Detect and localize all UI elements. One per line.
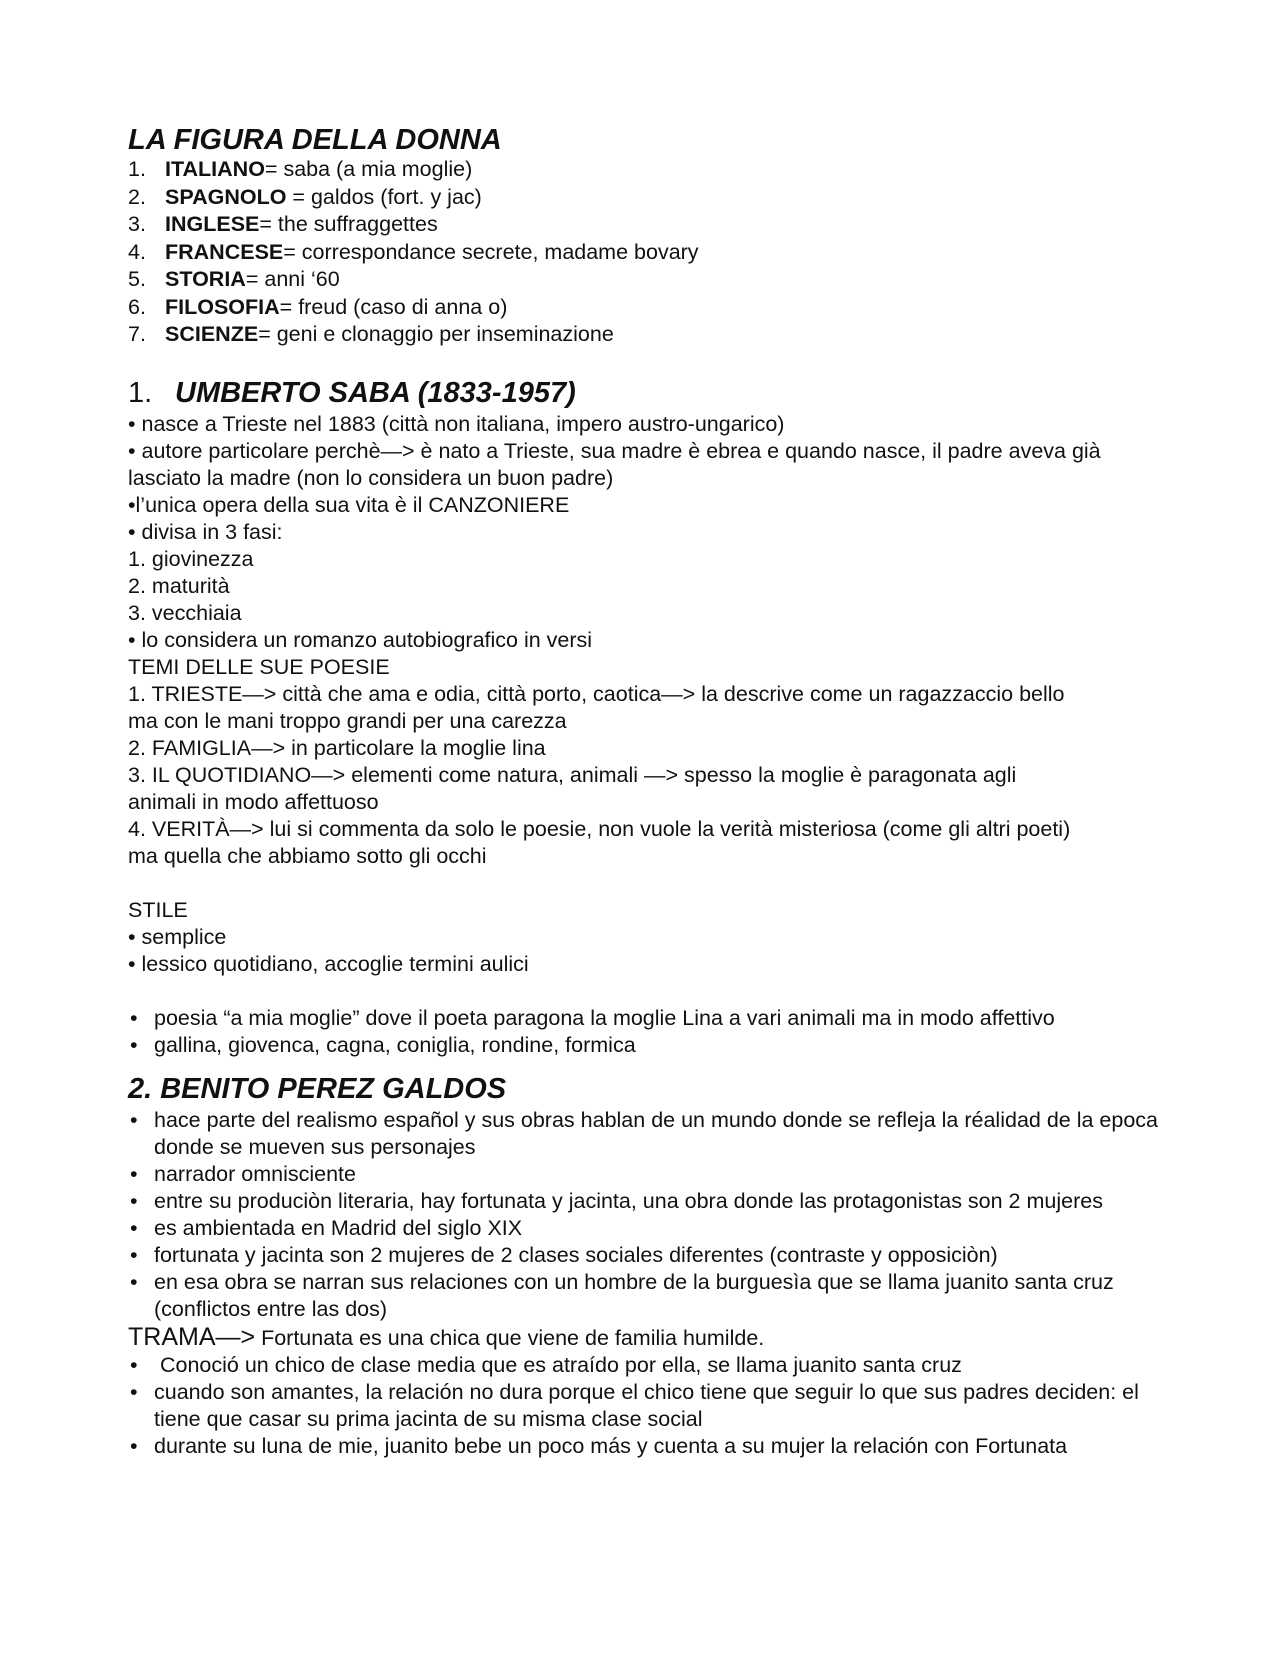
text-line: • lessico quotidiano, accoglie termini aulici <box>128 951 529 976</box>
text-line: lasciato la madre (non lo considera un buon padre) <box>128 465 614 490</box>
bullet-icon: • <box>130 1242 138 1267</box>
bullet-icon: • <box>130 1032 138 1057</box>
document-page <box>128 124 1168 1460</box>
text-line: 2. FAMIGLIA—> in particolare la moglie lina <box>128 735 546 760</box>
list-item: • en esa obra se narran sus relaciones con un hombre de la burguesìa que se llama juanito santa cruz (conflictos entre las dos) <box>130 1269 1114 1321</box>
list-item: • cuando son amantes, la relación no dura porque el chico tiene que seguir lo que sus padres deciden: el tiene que casar su prima jacinta de su misma clase social <box>130 1379 1139 1431</box>
trama-bullets <box>128 1352 1168 1460</box>
section-heading-galdos: 2. BENITO PEREZ GALDOS <box>128 1072 507 1105</box>
document-title: LA FIGURA DELLA DONNA <box>128 124 502 156</box>
bullet-icon: • <box>130 1107 138 1132</box>
list-item: • fortunata y jacinta son 2 mujeres de 2 clases sociales diferentes (contraste y opposiciòn) <box>130 1242 998 1267</box>
saba-notes <box>128 411 1168 870</box>
text-line: • autore particolare perchè—> è nato a Trieste, sua madre è ebrea e quando nasce, il padre aveva già <box>128 438 1101 463</box>
text-line: ma quella che abbiamo sotto gli occhi <box>128 843 487 868</box>
text-line: STILE <box>128 897 188 922</box>
bullet-icon: • <box>130 1161 138 1186</box>
text-line: 4. VERITÀ—> lui si commenta da solo le poesie, non vuole la verità misteriosa (come gli altri poeti) <box>128 816 1071 841</box>
bullet-icon: • <box>130 1352 138 1377</box>
spacer <box>128 978 1168 1005</box>
text-line: 2. maturità <box>128 573 230 598</box>
list-item: 6. FILOSOFIA= freud (caso di anna o) <box>128 294 508 319</box>
list-item: • hace parte del realismo español y sus obras hablan de un mundo donde se refleja la réalidad de la epoca donde se mueven sus personajes <box>130 1107 1159 1159</box>
text-line: 3. IL QUOTIDIANO—> elementi come natura, animali —> spesso la moglie è paragonata agli <box>128 762 1017 787</box>
list-item: • es ambientada en Madrid del siglo XIX <box>130 1215 523 1240</box>
text-line: animali in modo affettuoso <box>128 789 379 814</box>
bullet-icon: • <box>130 1433 138 1458</box>
list-item: • poesia “a mia moglie” dove il poeta paragona la moglie Lina a vari animali ma in modo affettivo <box>130 1005 1055 1030</box>
list-item: • durante su luna de mie, juanito bebe un poco más y cuenta a su mujer la relación con Fortunata <box>130 1433 1068 1458</box>
list-item: 5. STORIA= anni ‘60 <box>128 267 340 291</box>
spacer <box>128 1059 1168 1071</box>
text-line: • lo considera un romanzo autobiografico in versi <box>128 627 593 652</box>
trama-line: TRAMA—> Fortunata es una chica que viene de familia humilde. <box>128 1322 765 1351</box>
list-item: 1. ITALIANO= saba (a mia moglie) <box>128 157 473 181</box>
list-item: • gallina, giovenca, cagna, coniglia, rondine, formica <box>130 1032 636 1057</box>
text-line: • divisa in 3 fasi: <box>128 519 283 544</box>
trama-label: TRAMA—> <box>128 1322 256 1351</box>
list-item: 3. INGLESE= the suffraggettes <box>128 212 438 236</box>
text-line: •l’unica opera della sua vita è il CANZONIERE <box>128 492 570 517</box>
text-line: ma con le mani troppo grandi per una carezza <box>128 708 567 733</box>
list-item: • entre su produciòn literaria, hay fortunata y jacinta, una obra donde las protagonistas son 2 mujeres <box>130 1188 1103 1213</box>
bullet-icon: • <box>130 1269 138 1294</box>
bullet-icon: • <box>130 1188 138 1213</box>
galdos-bullets <box>128 1107 1168 1323</box>
list-item: • narrador omnisciente <box>130 1161 356 1186</box>
bullet-icon: • <box>130 1005 138 1030</box>
bullet-icon: • <box>130 1215 138 1240</box>
list-item: 4. FRANCESE= correspondance secrete, madame bovary <box>128 239 699 264</box>
bullet-icon: • <box>130 1379 138 1404</box>
text-line: 1. TRIESTE—> città che ama e odia, città porto, caotica—> la descrive come un ragazzaccio bello <box>128 681 1065 706</box>
text-line: 3. vecchiaia <box>128 600 242 625</box>
text-line: • semplice <box>128 924 227 949</box>
spacer <box>128 349 1168 375</box>
list-item: • Conoció un chico de clase media que es atraído por ella, se llama juanito santa cruz <box>130 1352 962 1377</box>
list-item: 2. SPAGNOLO = galdos (fort. y jac) <box>128 184 482 209</box>
list-item: 7. SCIENZE= geni e clonaggio per inseminazione <box>128 322 614 346</box>
text-line: 1. giovinezza <box>128 546 254 571</box>
subjects-list <box>128 156 1168 349</box>
section-heading-saba: 1. UMBERTO SABA (1833-1957) <box>128 376 576 409</box>
text-line: • nasce a Trieste nel 1883 (città non italiana, impero austro-ungarico) <box>128 411 785 436</box>
stile-notes <box>128 897 1168 978</box>
spacer <box>128 870 1168 897</box>
saba-bullets <box>128 1005 1168 1059</box>
text-line: TEMI DELLE SUE POESIE <box>128 654 390 679</box>
